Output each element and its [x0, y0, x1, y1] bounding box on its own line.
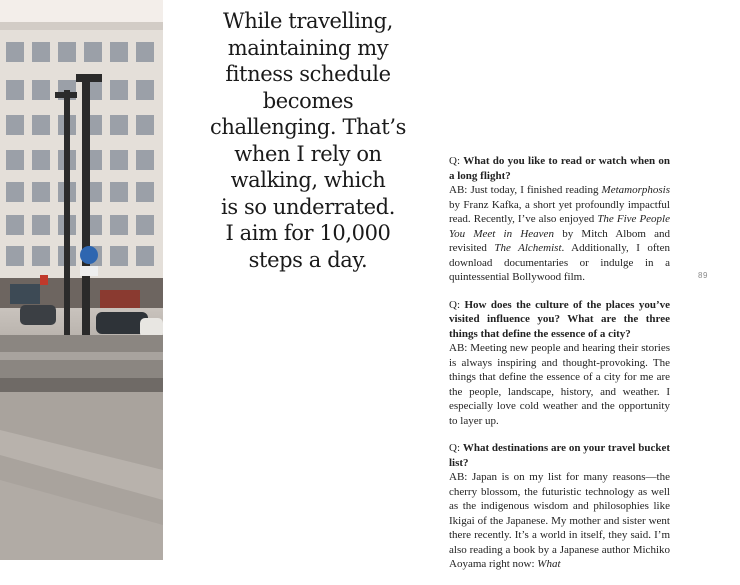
- title-italic: The Five People You Meet in Heaven: [449, 213, 670, 240]
- pull-quote-line: is so underrated.: [221, 194, 395, 219]
- answer-run: Meeting new people and hearing their stories is always inspiring and thought-provoking. The things that define the essence of a city for me are the people, landscape, history, and weather. I especially love cold weather and the opportunity to layer up.: [449, 342, 670, 427]
- question: [449, 154, 670, 183]
- answer: [449, 183, 670, 285]
- pull-quote-line: I aim for 10,000: [225, 221, 391, 245]
- answer-prefix: AB:: [449, 184, 471, 196]
- question-prefix: Q:: [449, 155, 464, 167]
- pull-quote: [200, 8, 416, 273]
- answer-run: by Franz Kafka, a short yet profoundly impactful read. Recently, I’ve also enjoyed: [449, 198, 670, 225]
- answer: [449, 341, 670, 428]
- pull-quote-line: maintaining my: [227, 35, 389, 60]
- question-text: What do you like to read or watch when on a long flight?: [449, 155, 671, 182]
- answer-prefix: AB:: [449, 342, 471, 354]
- qa-block: [449, 441, 670, 572]
- answer-text: [449, 184, 670, 283]
- title-italic: Metamorphosis: [601, 184, 670, 196]
- pull-quote-line: walking, which: [230, 168, 386, 192]
- street-scene-illustration: [0, 0, 163, 560]
- question-prefix: Q:: [449, 298, 465, 311]
- answer: [449, 470, 670, 572]
- qa-block: [449, 298, 670, 429]
- pull-quote-line: when I rely on: [234, 141, 382, 166]
- pull-quote-line: becomes: [262, 88, 354, 113]
- question: [449, 298, 670, 342]
- question-prefix: Q:: [449, 442, 463, 454]
- pull-quote-line: fitness schedule: [225, 62, 391, 86]
- interview-column: [449, 154, 670, 585]
- qa-block: [449, 154, 670, 285]
- question-text: What destinations are on your travel bucket list?: [449, 442, 671, 469]
- answer-run: . Additionally, I often download documentaries or indulge in a quintessential Bollywood film.: [449, 242, 670, 283]
- answer-text: [449, 471, 670, 570]
- pull-quote-line: While travelling,: [223, 9, 393, 33]
- street-photo: [0, 0, 163, 560]
- title-italic: The Alchemist: [494, 242, 562, 254]
- page-number: 89: [698, 271, 708, 280]
- pull-quote-line: steps a day.: [248, 247, 368, 272]
- answer-run: by Mitch Albom and revisited: [449, 227, 670, 254]
- answer-run: Just today, I finished reading: [470, 184, 602, 196]
- question: [449, 441, 670, 470]
- question-text: How does the culture of the places you’ve visited influence you? What are the three things that define the essence of a city?: [449, 298, 671, 340]
- answer-prefix: AB:: [449, 471, 472, 483]
- pull-quote-line: challenging. That’s: [209, 115, 406, 139]
- title-italic: What: [537, 558, 561, 570]
- answer-run: Japan is on my list for many reasons—the cherry blossom, the futuristic technology as well as the indigenous wisdom and philosophies like Ikigai of the Japanese. My mother and sister went there recently. It’s a world in itself, they said. I’m also reading a book by a Japanese author Michiko Aoyama right now:: [449, 471, 670, 570]
- answer-text: [449, 342, 670, 427]
